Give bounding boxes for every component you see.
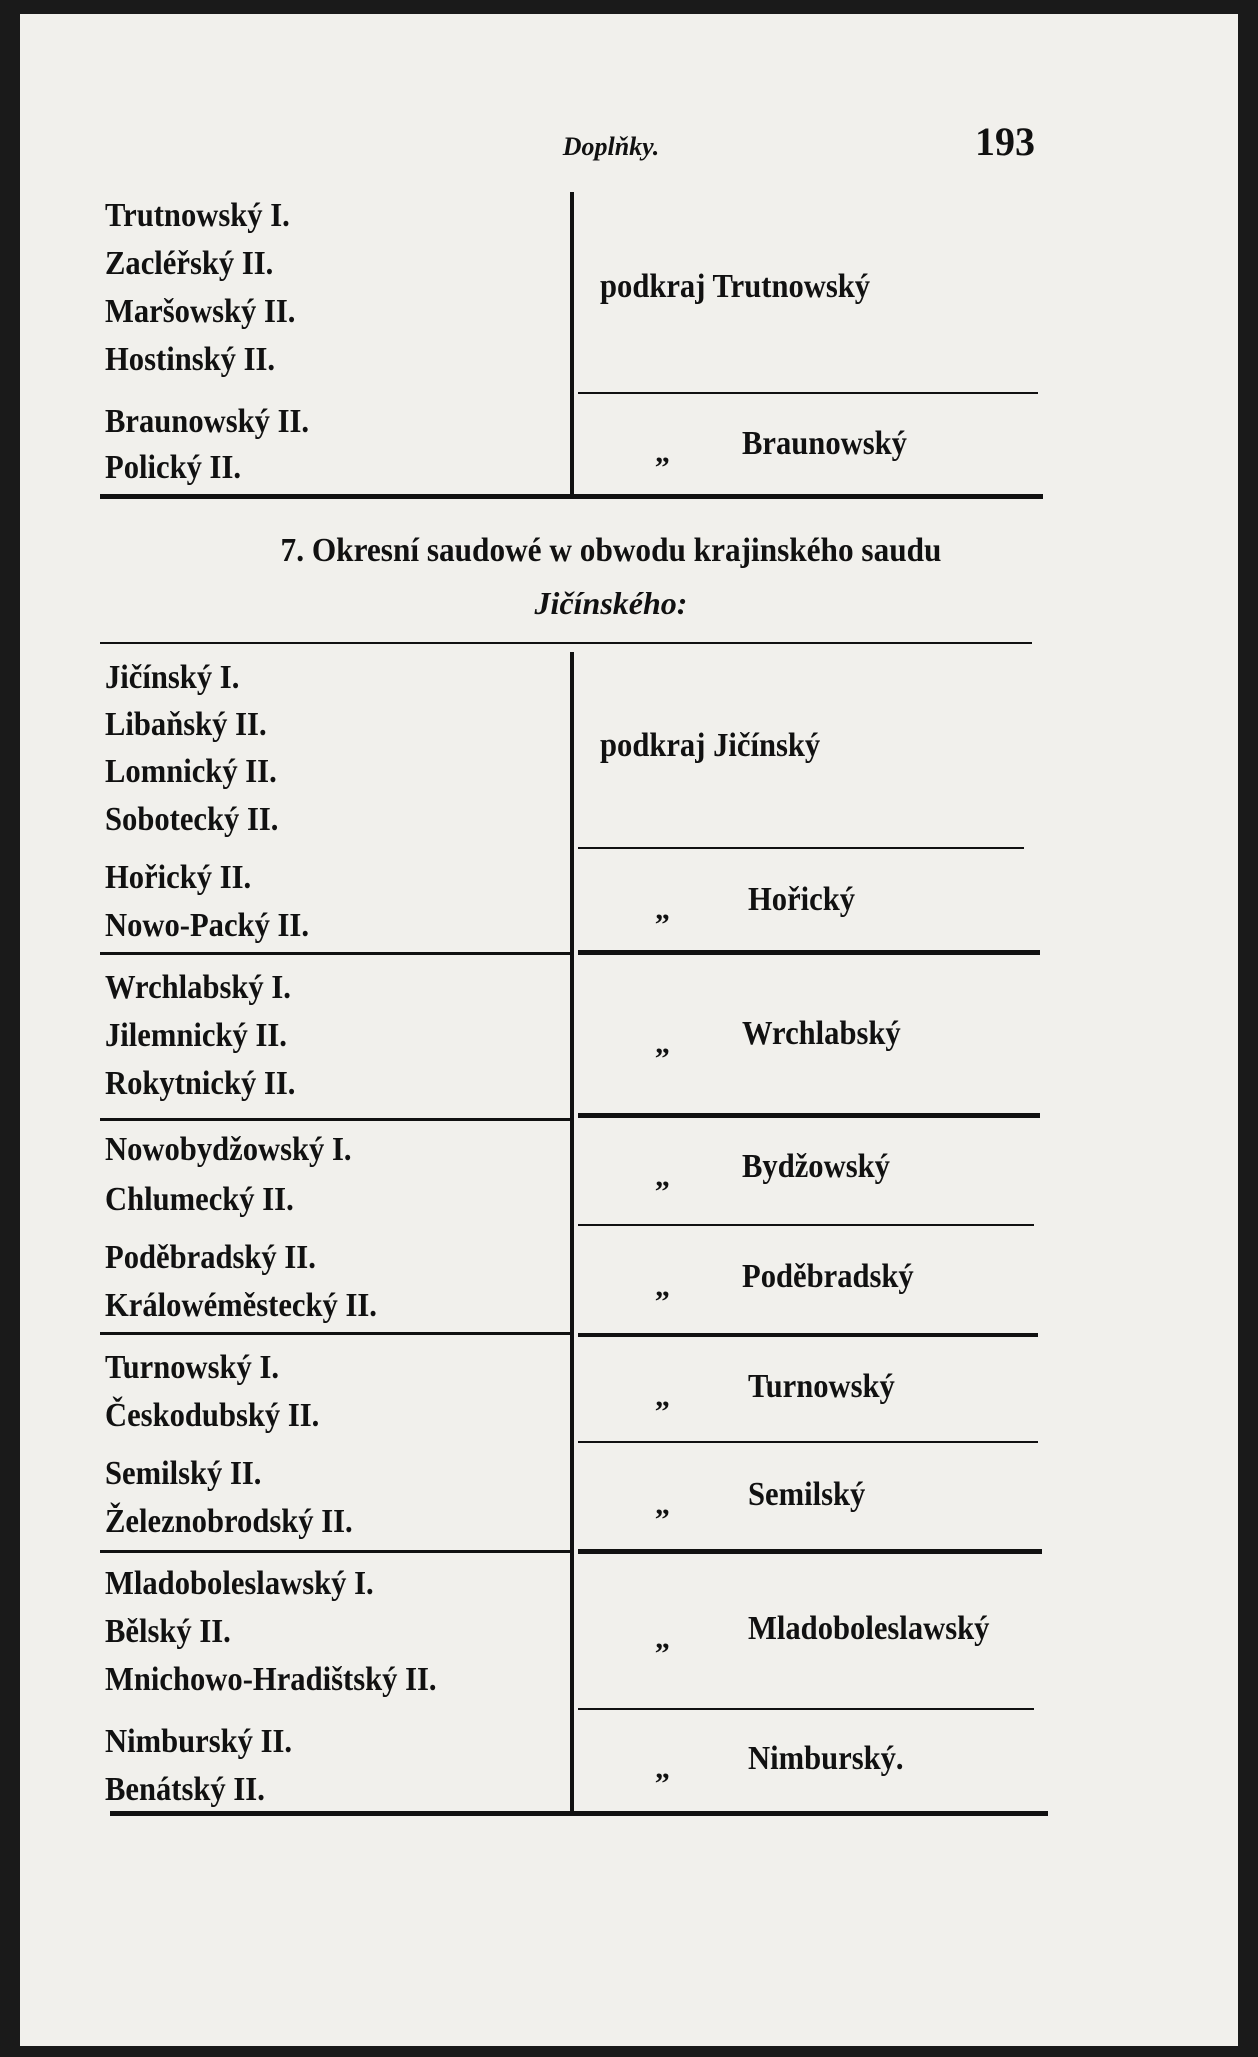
region-label: Wrchlabský <box>742 1015 901 1052</box>
court-entry: Semilský II. <box>105 1455 262 1492</box>
column-divider <box>570 192 574 496</box>
running-header: Doplňky. <box>562 132 660 161</box>
court-entry: Zacléřský II. <box>105 245 274 282</box>
court-entry: Bělský II. <box>105 1613 231 1650</box>
row-divider <box>578 847 1024 849</box>
ditto-mark: „ <box>655 1270 670 1303</box>
court-entry: Nimburský II. <box>105 1723 293 1760</box>
court-entry: Chlumecký II. <box>105 1181 294 1218</box>
court-entry: Libaňský II. <box>105 706 267 743</box>
row-divider <box>578 392 1038 394</box>
region-label: Poděbradský <box>742 1258 914 1295</box>
court-entry: Rokytnický II. <box>105 1065 296 1102</box>
court-entry: Poděbradský II. <box>105 1239 316 1276</box>
region-label: Braunowský <box>742 425 907 462</box>
court-entry: Polický II. <box>105 449 242 486</box>
court-entry: Sobotecký II. <box>105 801 279 838</box>
section-heading: 7. Okresní saudowé w obwodu krajinského saudu <box>280 532 942 569</box>
court-entry: Železnobrodský II. <box>105 1503 353 1540</box>
page-number: 193 <box>975 119 1035 164</box>
section-rule <box>100 642 1032 644</box>
ditto-mark: „ <box>655 893 670 926</box>
court-entry: Wrchlabský I. <box>105 969 291 1006</box>
court-entry: Hostinský II. <box>105 341 276 378</box>
region-label: Turnowský <box>748 1368 895 1405</box>
ditto-mark: „ <box>655 1160 670 1193</box>
court-entry: Maršowský II. <box>105 293 296 330</box>
row-divider <box>100 952 570 955</box>
court-entry: Hořický II. <box>105 859 252 896</box>
court-entry: Nowo-Packý II. <box>105 907 310 944</box>
ditto-mark: „ <box>655 1752 670 1785</box>
row-divider <box>578 950 1040 955</box>
region-label: podkraj Jičínský <box>600 727 821 764</box>
region-label: Semilský <box>748 1476 866 1513</box>
region-label: Hořický <box>748 881 856 918</box>
column-divider <box>570 652 574 1812</box>
court-entry: Turnowský I. <box>105 1349 280 1386</box>
row-divider <box>578 1333 1038 1337</box>
court-entry: Jilemnický II. <box>105 1017 287 1054</box>
ditto-mark: „ <box>655 1380 670 1413</box>
row-divider <box>100 1332 570 1335</box>
ditto-mark: „ <box>655 1488 670 1521</box>
court-entry: Trutnowský I. <box>105 197 290 234</box>
row-divider <box>578 1549 1042 1554</box>
court-entry: Benátský II. <box>105 1771 265 1808</box>
court-entry: Králowéměstecký II. <box>105 1287 377 1324</box>
section-subheading: Jičínského: <box>534 585 688 621</box>
court-entry: Nowobydžowský I. <box>105 1131 352 1168</box>
section-rule <box>100 494 1043 499</box>
row-divider <box>578 1708 1034 1710</box>
court-entry: Braunowský II. <box>105 403 310 440</box>
row-divider <box>100 1550 570 1553</box>
row-divider <box>578 1113 1040 1118</box>
court-entry: Mladoboleslawský I. <box>105 1565 374 1602</box>
row-divider <box>100 1118 570 1121</box>
region-label: podkraj Trutnowský <box>600 268 871 305</box>
region-label: Mladoboleslawský <box>748 1610 990 1647</box>
court-entry: Lomnický II. <box>105 753 277 790</box>
court-entry: Českodubský II. <box>105 1397 320 1434</box>
ditto-mark: „ <box>655 1027 670 1060</box>
court-entry: Jičínský I. <box>105 659 240 696</box>
ditto-mark: „ <box>655 436 670 469</box>
row-divider <box>578 1224 1034 1226</box>
ditto-mark: „ <box>655 1622 670 1655</box>
region-label: Bydžowský <box>742 1148 890 1185</box>
region-label: Nimburský. <box>748 1740 904 1777</box>
row-divider <box>578 1441 1038 1443</box>
section-rule <box>110 1811 1048 1816</box>
court-entry: Mnichowo-Hradištský II. <box>105 1661 437 1698</box>
